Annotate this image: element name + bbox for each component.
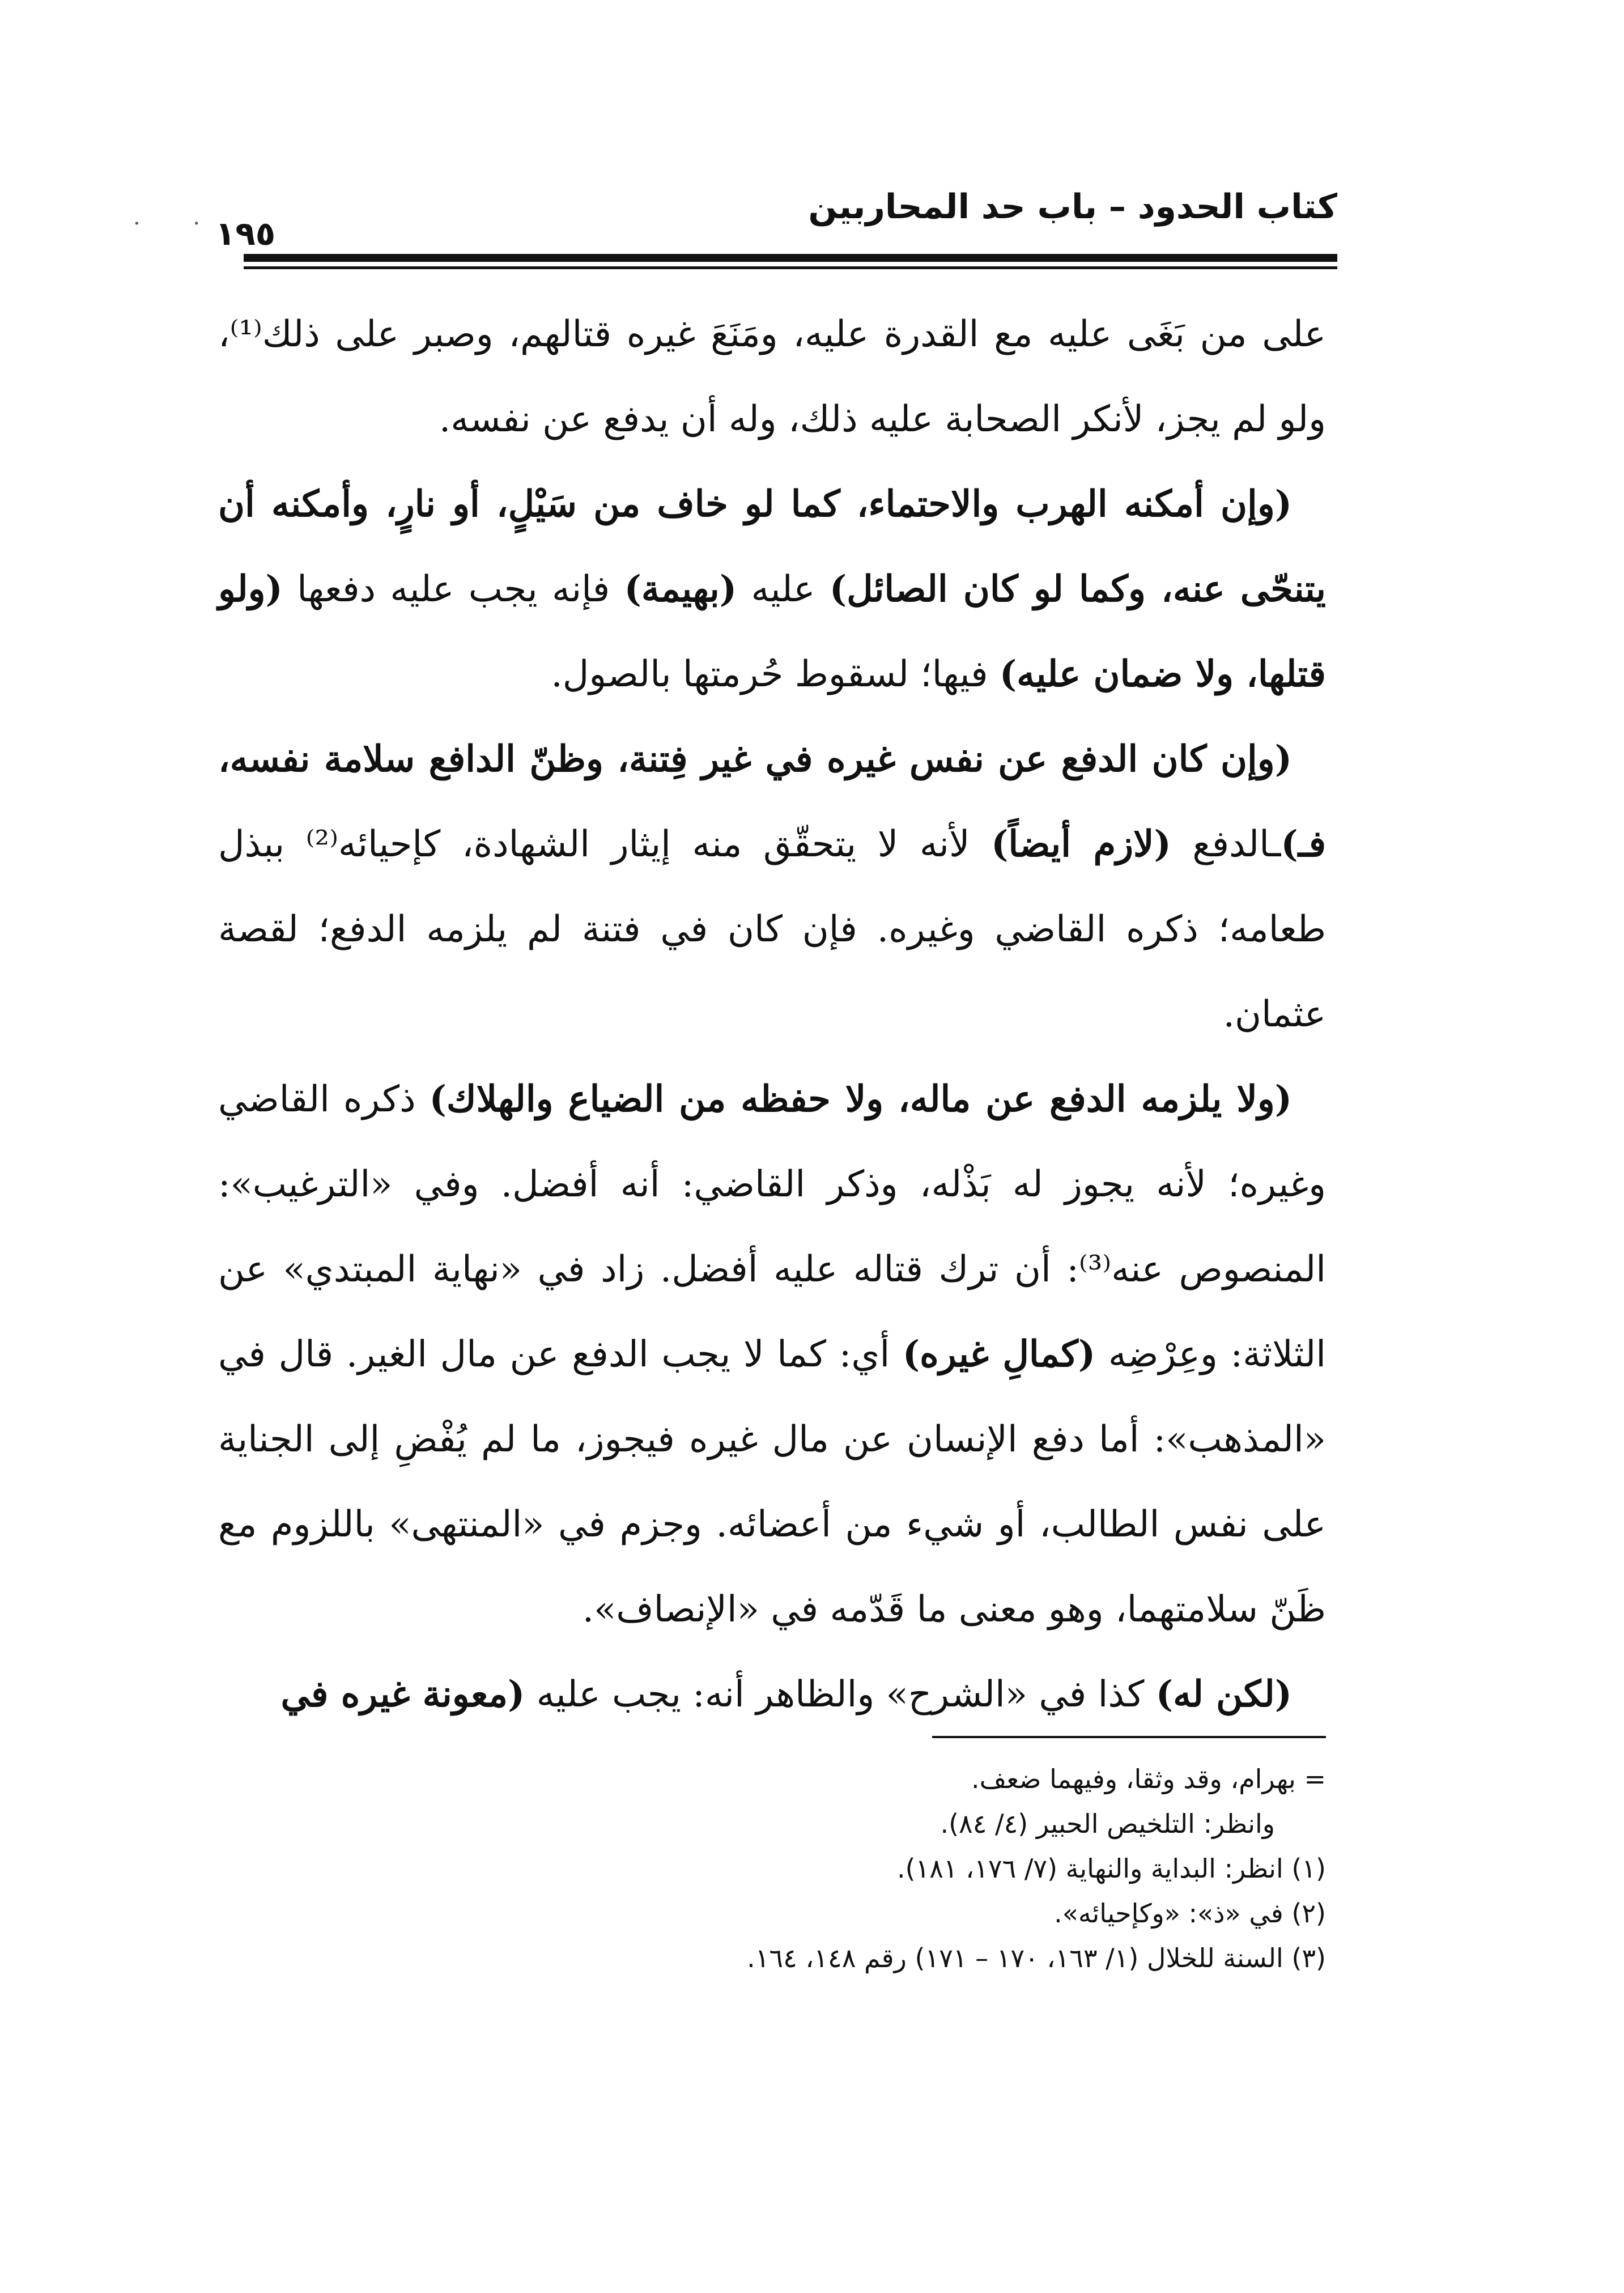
paragraph-2-text-c: فإنه يجب عليه دفعها <box>282 568 624 610</box>
footnote-1: (١) انظر: البداية والنهاية (٧/ ١٧٦، ١٨١). <box>896 1853 1326 1884</box>
footnote-continuation: = بهرام، وقد وثقا، وفيهما ضعف. <box>971 1764 1326 1794</box>
paragraph-2 <box>218 462 1326 717</box>
paragraph-5-text-a: كذا في «الشرح» والظاهر أنه: يجب عليه <box>525 1674 1156 1715</box>
paragraph-4-bold: (ولا يلزمه الدفع عن ماله، ولا حفظه من الضياع والهلاك) <box>429 1078 1293 1120</box>
paragraph-4-text-a: ذكره القاضي وغيره؛ لأنه يجوز له بَذْله، وذكر القاضي: أنه أفضل. وفي «الترغيب»: المنصوص عنه⁽³⁾: أن ترك قتاله عليه أفضل. زاد في «نهاية المبتدي» عن الثلاثة: وعِرْضِه <box>218 1078 1327 1375</box>
header-rule-thin <box>244 266 1337 269</box>
paragraph-4 <box>218 1057 1326 1652</box>
paragraph-1-text: على من بَغَى عليه مع القدرة عليه، ومَنَعَ غيره قتالهم، وصبر على ذلك⁽¹⁾، ولو لم يجز، لأنكر الصحابة عليه ذلك، وله أن يدفع عن نفسه. <box>218 313 1326 440</box>
footnote-2: (٢) في «ذ»: «وكإحيائه». <box>1054 1898 1326 1929</box>
paragraph-5-bold: (لكن له) <box>1155 1673 1292 1715</box>
paragraph-2-text-e: فيها؛ لسقوط حُرمتها بالصول. <box>551 653 1000 695</box>
paragraph-2-bold-d: (ولو قتلها، ولا ضمان عليه) <box>218 568 1326 695</box>
running-header <box>215 187 1337 253</box>
paragraph-2-bold-b: (بهيمة) <box>624 568 737 610</box>
main-text <box>218 292 1326 1737</box>
chapter-title: كتاب الحدود – باب حد المحاربين <box>808 187 1337 227</box>
paragraph-3-bold-b: (لازم أيضاً) <box>991 823 1171 865</box>
paragraph-5-bold-b: (معونة غيره في <box>280 1673 525 1715</box>
scan-marks: · · <box>133 211 223 237</box>
paragraph-5 <box>218 1652 1326 1737</box>
paragraph-3 <box>218 717 1326 1057</box>
footnote-3: (٣) السنة للخلال (١/ ١٦٣، ١٧٠ – ١٧١) رقم ١٤٨، ١٦٤. <box>747 1943 1326 1973</box>
page-number: ١٩٥ <box>215 214 276 253</box>
paragraph-3-bold: (وإن كان الدفع عن نفس غيره في غير فِتنة، وظنّ الدافع سلامة نفسه، فـ) <box>218 738 1327 865</box>
paragraph-4-bold-b: (كمالِ غيره) <box>902 1333 1096 1375</box>
paragraph-2-text-a: عليه <box>737 568 830 610</box>
footnotes <box>218 1757 1326 1981</box>
paragraph-4-text-c: أي: كما لا يجب الدفع عن مال الغير. قال في «المذهب»: أما دفع الإنسان عن مال غيره فيجوز، ما لم يُفْضِ إلى الجناية على نفس الطالب، أو شيء من أعضائه. وجزم في «المنتهى» باللزوم مع ظَنّ سلامتهما، وهو معنى ما قَدّمه في «الإنصاف». <box>218 1334 1326 1630</box>
paragraph-3-text-a: ـالدفع <box>1171 823 1281 865</box>
paragraph-3-text-c: لأنه لا يتحقّق منه إيثار الشهادة، كإحيائه⁽²⁾ ببذل طعامه؛ ذكره القاضي وغيره. فإن كان في فتنة لم يلزمه الدفع؛ لقصة عثمان. <box>218 823 1327 1035</box>
paragraph-2-bold: (وإن أمكنه الهرب والاحتماء، كما لو خاف من سَيْلٍ، أو نارٍ، وأمكنه أن يتنحّى عنه، وكما لو كان الصائل) <box>218 483 1327 610</box>
paragraph-1 <box>218 292 1326 462</box>
footnote-separator <box>932 1736 1326 1738</box>
footnote-continuation-2: وانظر: التلخيص الحبير (٤/ ٨٤). <box>940 1808 1275 1839</box>
header-rule-thick <box>244 254 1337 262</box>
